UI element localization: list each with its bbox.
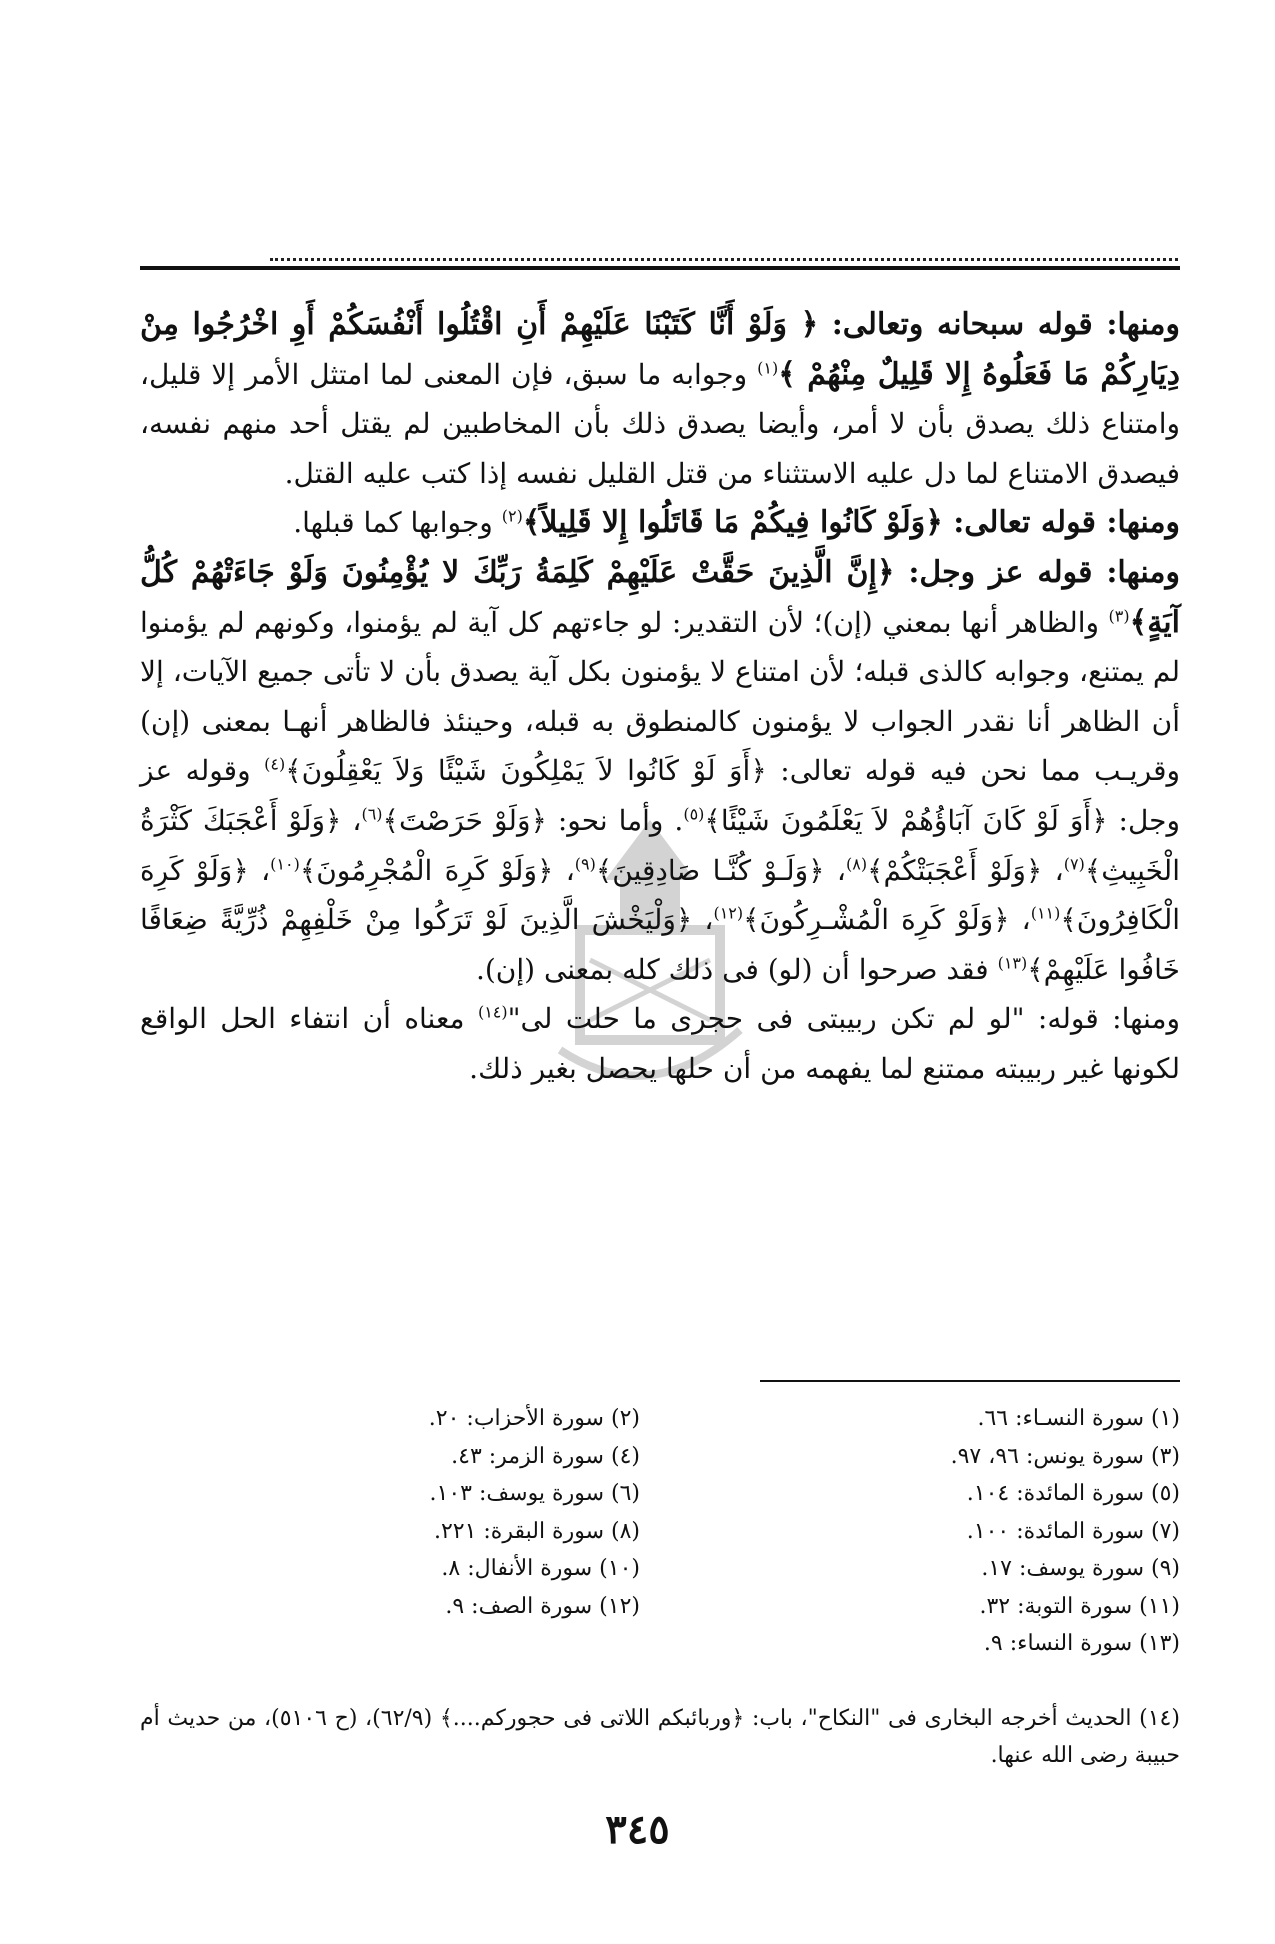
paragraph-4: [140, 994, 1180, 1093]
text-run: ومنها: قوله: "لو لم تكن ربيبتى فى حجرى ما حلت لى": [507, 1002, 1180, 1036]
footnote: (١٣) سورة النساء: ٩.: [983, 1631, 1180, 1656]
footnote: (٨) سورة البقرة: ٢٢١.: [433, 1518, 640, 1544]
footnote: (٤) سورة الزمر: ٤٣.: [451, 1443, 640, 1469]
text-run: والظاهر أنها بمعني (إن)؛ لأن التقدير: لو جاءتهم كل آية لم يؤمنوا، وكونهم لم يؤمنوا لم يمتنع، وجوابه كالذى قبله؛ لأن امتناع لا يؤمنون بكل آية يصدق بأن لا تأتى جميع الآيات، إلا أن الظاهر أنا نقدر الجواب لا يؤمنون كالمنطوق به قبله، وحينئذ فالظاهر أنهـا بمعنى (إن) وقريـب مما نحن فيه قوله تعالى: ﴿أَوَ لَوْ كَانُوا لاَ يَمْلِكُونَ شَيْئًا وَلاَ يَعْقِلُونَ﴾: [140, 605, 1180, 788]
footnote: (٦) سورة يوسف: ١٠٣.: [429, 1481, 640, 1506]
main-text: [140, 300, 1180, 1094]
paragraph-1: [140, 300, 1180, 498]
footnote: (١٢) سورة الصف: ٩.: [445, 1593, 640, 1619]
text-run: وجوابها كما قبلها.: [293, 506, 502, 540]
text-run: ومنها: قوله عز وجل: ﴿إِنَّ الَّذِينَ حَقَّتْ عَلَيْهِمْ كَلِمَةُ رَبِّكَ لا يُؤْمِنُونَ وَلَوْ جَاءَتْهُمْ كُلُّ آيَةٍ﴾: [140, 554, 1180, 640]
text-run: ، ﴿وَلَوْ كَرِهَ الْمُجْرِمُونَ﴾: [299, 853, 575, 887]
footnote: (٣) سورة يونس: ٩٦، ٩٧.: [950, 1443, 1180, 1469]
footnote: (٩) سورة يوسف: ١٧.: [981, 1556, 1180, 1581]
footnote-ref: (١٤): [477, 1002, 508, 1022]
footnote-rule: [760, 1380, 1180, 1382]
header-rule: [140, 266, 1180, 270]
footnote-ref: (١٠): [270, 854, 300, 874]
page-number: ٣٤٥: [605, 1806, 670, 1853]
footnote: (١١) سورة التوبة: ٣٢.: [979, 1593, 1180, 1619]
text-run: ، ﴿وَلَـوْ كُنَّـا صَادِقِينَ﴾: [595, 853, 846, 887]
footnote-ref: (٦): [361, 804, 383, 824]
footnotes: [140, 1400, 1180, 1663]
text-run: ومنها: قوله سبحانه وتعالى: ﴿ وَلَوْ أَنَّا كَتَبْنَا عَلَيْهِمْ أَنِ اقْتُلُوا أَنْفُسَكُمْ أَوِ اخْرُجُوا مِنْ دِيَارِكُمْ مَا فَعَلُوهُ إِلا قَلِيلٌ مِنْهُمْ ﴾: [140, 307, 1181, 392]
text-run: وقوله عز وجل: ﴿أَوَ لَوْ كَانَ آبَاؤُهُمْ لاَ يَعْلَمُونَ شَيْئًا﴾: [140, 754, 1180, 837]
footnote-empty: [140, 1625, 640, 1663]
footnote-ref: (٩): [574, 854, 596, 874]
footnote-ref: (٨): [845, 854, 868, 874]
footnote-ref: (٣): [1108, 606, 1130, 626]
footnote-ref: (١): [757, 358, 779, 378]
text-run: معناه أن انتفاء الحل الواقع لكونها غير ربيبته ممتنع لما يفهمه من أن حلها يحصل بغير ذلك.: [140, 1002, 1180, 1085]
footnote-ref: (٥): [683, 804, 705, 824]
text-run: ، ﴿وَلْيَخْشَ الَّذِينَ لَوْ تَرَكُوا مِنْ خَلْفِهِمْ ذُرِّيَّةً ضِعَافًا خَافُوا عَلَيْهِمْ﴾: [140, 903, 1180, 986]
footnote: (٢) سورة الأحزاب: ٢٠.: [428, 1406, 640, 1431]
footnote-ref: (٢): [501, 507, 523, 527]
footnote: (١٠) سورة الأنفال: ٨.: [441, 1556, 640, 1581]
footnote-ref: (١٢): [713, 903, 744, 923]
footnote-ref: (٤): [264, 755, 286, 775]
text-run: وجوابه ما سبق، فإن المعنى لما امتثل الأمر إلا قليل، وامتناع ذلك يصدق بأن لا أمر، وأيضا يصدق ذلك بأن المخاطبين لم يقتل أحد منهم نفسه، فيصدق الامتناع لما دل عليه الاستثناء من قتل القليل نفسه إذا كتب عليه القتل.: [140, 357, 1180, 490]
footnote-ref: (١١): [1030, 903, 1061, 923]
footnote-14: (١٤) الحديث أخرجه البخارى فى "النكاح"، باب: ﴿وربائبكم اللاتى فى حجوركم....﴾ (٦٢/٩)، (ح ٥١٠٦)، من حديث أم حبيبة رضى الله عنها.: [140, 1706, 1180, 1768]
footnote: (٥) سورة المائدة: ١٠٤.: [966, 1481, 1180, 1506]
footnote-ref: (١٣): [997, 953, 1028, 973]
text-run: ، ﴿وَلَوْ أَعْجَبَكَ كَثْرَةُ الْخَبِيثِ﴾: [140, 803, 1180, 887]
footnote: (١) سورة النسـاء: ٦٦.: [977, 1406, 1180, 1431]
text-run: . وأما نحو: ﴿وَلَوْ حَرَصْتَ﴾: [382, 803, 684, 837]
paragraph-3: [140, 548, 1180, 994]
text-run: ، ﴿وَلَوْ كَرِهَ الْمُشْـرِكُونَ﴾: [743, 903, 1031, 937]
text-run: ، ﴿وَلَوْ كَرِهَ الْكَافِرُونَ﴾: [140, 853, 1181, 937]
text-run: ، ﴿وَلَوْ أَعْجَبَتْكُمْ﴾: [867, 853, 1064, 887]
footnote: (٧) سورة المائدة: ١٠٠.: [966, 1518, 1180, 1544]
footnote-ref: (٧): [1063, 854, 1085, 874]
text-run: فقد صرحوا أن (لو) فى ذلك كله بمعنى (إن).: [475, 952, 998, 986]
header-dotted-rule: [270, 258, 1178, 261]
paragraph-2: [140, 498, 1180, 548]
text-run: ومنها: قوله تعالى: ﴿وَلَوْ كَانُوا فِيكُمْ مَا قَاتَلُوا إِلا قَلِيلاً﴾: [522, 505, 1180, 541]
